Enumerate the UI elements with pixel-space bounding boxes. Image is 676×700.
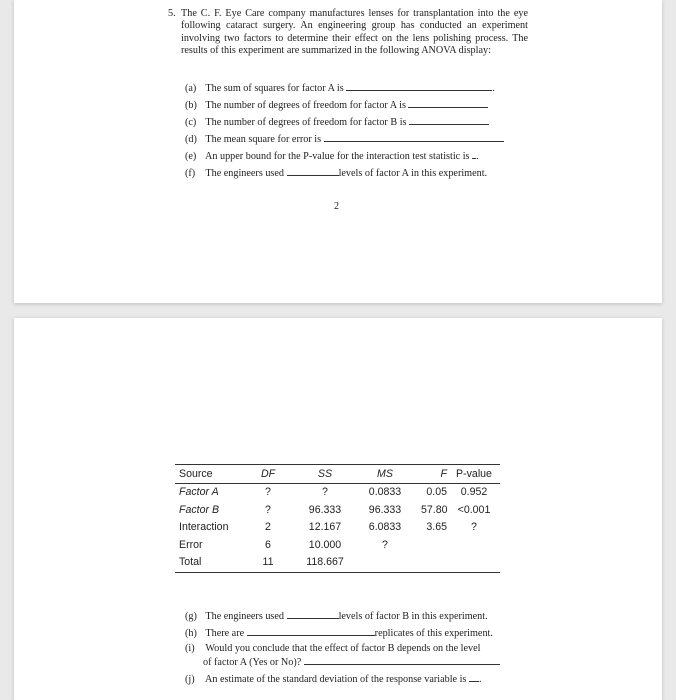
part-text: Would you conclude that the effect of factor B depends on the level [205,643,481,654]
part-text: The sum of squares for factor A is [205,83,344,94]
part-label: (d) [185,134,197,145]
part-label: (h) [185,628,197,639]
header-ms: MS [377,468,393,480]
header-pvalue: P-value [456,468,492,480]
table-header-rule [175,483,500,484]
answer-blank[interactable] [408,98,488,108]
cell-ss: 118.667 [306,556,344,568]
cell-df: 6 [265,539,271,551]
table-row [175,521,500,538]
document-page-1 [14,0,662,303]
part-suffix: replicates of this experiment. [374,628,493,639]
part-label: (f) [185,168,196,179]
question-text: The C. F. Eye Care company manufactures lenses for transplantation into the eye following cataract surgery. An engineering group has conducted an experiment involving two factors to determine their effect on the lens polishing process. The results of this experiment are summarized in the following ANOVA display: [181,8,528,57]
cell-pvalue: <0.001 [457,504,491,516]
part-i-line2 [203,655,500,669]
part-label: (e) [185,151,197,162]
cell-source: Factor B [179,504,220,516]
part-text: An estimate of the standard deviation of the response variable is [204,674,467,685]
table-bottom-rule [175,572,500,573]
part-label: (b) [185,100,197,111]
part-suffix: . [476,151,479,162]
part-label: (a) [185,83,197,94]
part-suffix: levels of factor A in this experiment. [338,168,488,179]
header-f: F [440,468,447,480]
answer-blank[interactable] [346,81,492,91]
cell-source: Error [179,539,203,551]
table-row [175,539,500,556]
answer-blank[interactable] [247,626,375,636]
cell-ms: 0.0833 [368,486,402,498]
cell-ss: 96.333 [308,504,342,516]
part-h [185,626,493,640]
cell-df: 11 [262,556,274,568]
part-text: The engineers used [205,611,285,622]
part-g [185,609,488,623]
cell-f: 57.80 [421,504,448,516]
part-c [185,115,489,129]
cell-ss: 10.000 [308,539,342,551]
answer-blank[interactable] [287,166,339,176]
part-text: The number of degrees of freedom for factor A is [205,100,406,111]
answer-blank[interactable] [409,115,489,125]
part-suffix: levels of factor B in this experiment. [338,611,488,622]
document-page-2 [14,318,662,700]
answer-blank[interactable] [469,672,479,682]
cell-ms: 6.0833 [368,521,402,533]
cell-df: ? [265,486,271,498]
cell-ms: ? [382,539,388,551]
part-label: (g) [185,611,197,622]
table-row [175,486,500,503]
cell-pvalue: ? [471,521,477,533]
part-text: The mean square for error is [205,134,322,145]
part-e [185,149,479,163]
part-j [185,672,481,686]
cell-source: Factor A [179,486,219,498]
page-number: 2 [334,201,339,212]
part-d [185,132,504,146]
cell-pvalue: 0.952 [460,486,488,498]
part-suffix: . [492,83,495,94]
answer-blank[interactable] [287,609,339,619]
cell-f: 0.05 [426,486,447,498]
part-a [185,81,495,95]
part-label: (i) [185,643,195,654]
part-i [185,643,480,655]
part-text: of factor A (Yes or No)? [203,657,302,668]
header-ss: SS [317,468,333,480]
cell-ms: 96.333 [368,504,402,516]
cell-source: Total [179,556,202,568]
part-text: There are [205,628,245,639]
table-row [175,504,500,521]
cell-ss: ? [322,486,328,498]
cell-source: Interaction [179,521,229,533]
answer-blank[interactable] [324,132,504,142]
table-row [175,556,500,573]
part-label: (c) [185,117,197,128]
table-top-rule [175,464,500,465]
header-source: Source [179,468,213,480]
part-text: The engineers used [205,168,285,179]
part-suffix: . [478,674,482,685]
answer-blank[interactable] [304,655,500,665]
question-5 [168,8,528,58]
cell-ss: 12.167 [308,521,342,533]
part-f [185,166,487,180]
cell-df: ? [265,504,271,516]
part-b [185,98,488,112]
part-text: An upper bound for the P-value for the interaction test statistic is [204,151,470,162]
header-df: DF [260,468,276,480]
part-label: (j) [185,674,195,685]
cell-f: 3.65 [426,521,447,533]
cell-df: 2 [265,521,271,533]
part-text: The number of degrees of freedom for factor B is [205,117,407,128]
question-number: 5. [168,8,176,19]
